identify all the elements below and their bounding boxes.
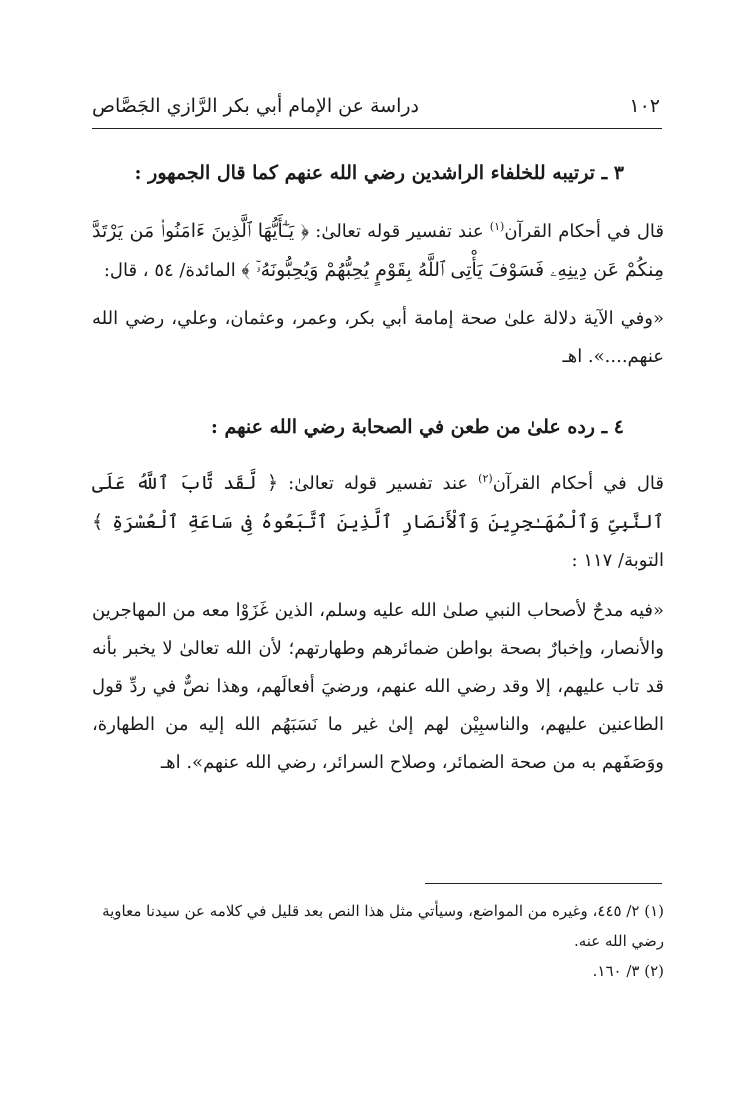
footnote-2: (٢) ٣/ ١٦٠.	[592, 962, 664, 980]
running-header	[92, 88, 660, 124]
footnote-rule	[425, 883, 662, 884]
verse-reference-al-maidah: المائدة/ ٥٤ ، قال:	[103, 260, 242, 281]
header-rule	[92, 128, 662, 129]
quran-verse-al-maidah: ﴿ يَـٰٓأَيُّهَا ٱلَّذِينَ ءَامَنُوا۟ مَن يَرْتَدَّ مِنكُمْ عَن دِينِهِۦ فَسَوْفَ يَأْتِى ٱللَّهُ بِقَوْمٍ يُحِبُّهُمْ وَيُحِبُّونَهُۥٓ ﴾	[92, 220, 664, 281]
footnotes	[92, 896, 664, 986]
verse-reference-at-tawbah: التوبة/ ١١٧ :	[571, 550, 664, 571]
section-3-quote: «وفي الآية دلالة علىٰ صحة إمامة أبي بكر، وعمر، وعثمان، وعلي، رضي الله عنهم....». اهـ	[92, 308, 664, 367]
quran-verse-at-tawbah: ﴿ لَّقَد تَّابَ ٱللَّهُ عَلَى ٱلنَّبِىِّ وَٱلْمُهَـٰجِرِينَ وَٱلْأَنصَارِ ٱلَّذِينَ ٱتَّبَعُوهُ فِى سَاعَةِ ٱلْعُسْرَةِ ﴾	[92, 472, 664, 533]
section-3-intro-rest: عند تفسير قوله تعالىٰ:	[309, 221, 490, 242]
section-4-intro: قال في أحكام القرآن	[492, 473, 664, 494]
footnote-1: (١) ٢/ ٤٤٥، وغيره من المواضع، وسيأتي مثل هذا النص بعد قليل في كلامه عن سيدنا معاوية رضي الله عنه.	[102, 902, 664, 950]
section-4-intro-paragraph	[92, 460, 664, 580]
section-4-heading: ٤ ـ رده علىٰ من طعن في الصحابة رضي الله عنهم :	[210, 416, 624, 438]
section-3-intro-paragraph	[92, 208, 664, 290]
section-4-quote: «فيه مدحٌ لأصحاب النبي صلىٰ الله عليه وسلم، الذين غَزَوْا معه من المهاجرين والأنصار، وإخبارٌ بصحة بواطن ضمائرهم وطهارتهم؛ لأن الله تعالىٰ لا يخبر بأنه قد تاب عليهم، إلا وقد رضي الله عنهم، ورضيَ أفعالَهم، وهذا نصٌّ في ردِّ قول الطاعنين عليهم، والناسبِيْن لهم إلىٰ غير ما نَسَبَهُم الله إليه من الطهارة، ووَصَفَهم به من صحة الضمائر، وصلاح السرائر، رضي الله عنهم». اهـ	[92, 600, 664, 773]
section-3	[92, 156, 664, 376]
footnote-ref-2[interactable]: (٢)	[478, 472, 493, 485]
section-4	[92, 410, 664, 782]
section-3-intro: قال في أحكام القرآن	[504, 221, 664, 242]
running-title: دراسة عن الإمام أبي بكر الرَّازي الجَصَّاص	[92, 95, 420, 117]
section-3-heading: ٣ ـ ترتيبه للخلفاء الراشدين رضي الله عنهم كما قال الجمهور :	[134, 162, 624, 184]
page-number: ١٠٢	[629, 95, 660, 117]
section-4-intro-rest: عند تفسير قوله تعالىٰ:	[278, 473, 479, 494]
footnote-ref-1[interactable]: (١)	[489, 220, 505, 233]
